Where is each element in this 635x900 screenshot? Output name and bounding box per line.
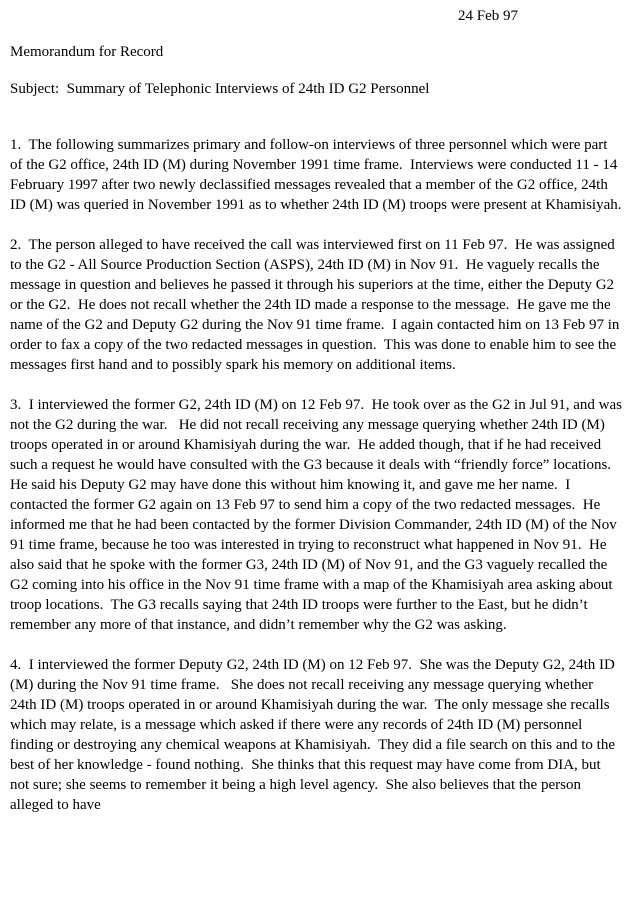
memo-paragraph-3: 3. I interviewed the former G2, 24th ID (M) on 12 Feb 97. He took over as the G2 in Jul 91, and was not the G2 during the war. He did not recall receiving any message querying whether 24th ID (M) troops operated in or around Khamisiyah during the war. He added though, that if he had received such a request he would have consulted with the G3 because it deals with “friendly force” locations. He said his Deputy G2 may have done this without him knowing it, and gave me her name. I contacted the former G2 again on 13 Feb 97 to send him a copy of the two redacted messages. He informed me that he had been contacted by the former Division Commander, 24th ID (M) of the Nov 91 time frame, because he too was interested in trying to reconstruct what happened in Nov 91. He also said that he spoke with the former G3, 24th ID (M) of Nov 91, and the G3 vaguely recalled the G2 coming into his office in the Nov 91 time frame with a map of the Khamisiyah area asking about troop locations. The G3 recalls saying that 24th ID troops were further to the East, but he didn’t remember any more of that instance, and didn’t remember why the G2 was asking.	[10, 397, 626, 633]
memo-date: 24 Feb 97	[458, 8, 518, 24]
memo-subject: Subject: Summary of Telephonic Interviews of 24th ID G2 Personnel	[10, 81, 430, 97]
memo-body	[10, 135, 626, 815]
memo-paragraph-2: 2. The person alleged to have received the call was interviewed first on 11 Feb 97. He was assigned to the G2 - All Source Production Section (ASPS), 24th ID (M) in Nov 91. He vaguely recalls the message in question and believes he passed it through his superiors at the time, either the Deputy G2 or the G2. He does not recall whether the 24th ID made a response to the message. He gave me the name of the G2 and Deputy G2 during the Nov 91 time frame. I again contacted him on 13 Feb 97 in order to fax a copy of the two redacted messages in question. This was done to enable him to see the messages first hand and to possibly spark his memory on additional items.	[10, 237, 624, 373]
memo-paragraph-1: 1. The following summarizes primary and follow-on interviews of three personnel which were part of the G2 office, 24th ID (M) during November 1991 time frame. Interviews were conducted 11 - 14 February 1997 after two newly declassified messages revealed that a member of the G2 office, 24th ID (M) was queried in November 1991 as to whether 24th ID (M) troops were present at Khamisiyah.	[10, 137, 622, 213]
memo-title: Memorandum for Record	[10, 44, 164, 60]
memo-paragraph-4: 4. I interviewed the former Deputy G2, 24th ID (M) on 12 Feb 97. She was the Deputy G2, 24th ID (M) during the Nov 91 time frame. She does not recall receiving any message querying whether 24th ID (M) troops operated in or around Khamisiyah during the war. The only message she recalls which may relate, is a message which asked if there were any records of 24th ID (M) personnel finding or destroying any chemical weapons at Khamisiyah. They did a file search on this and to the best of her knowledge - found nothing. She thinks that this request may have come from DIA, but not sure; she seems to remember it being a high level agency. She also believes that the person alleged to have	[10, 657, 619, 813]
